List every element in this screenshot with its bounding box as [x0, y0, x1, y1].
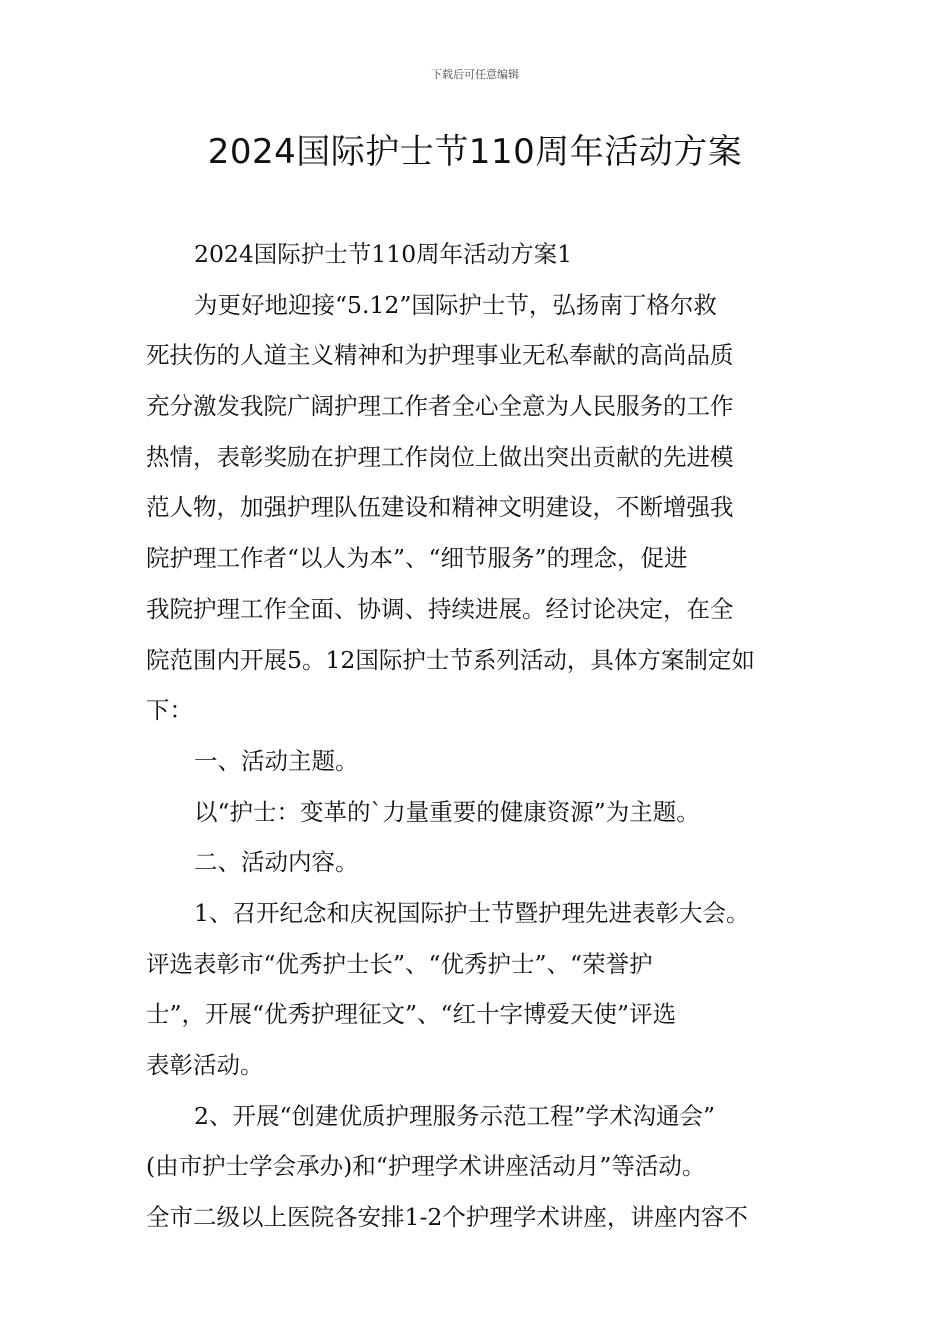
paragraph-line: 全市二级以上医院各安排1-2个护理学术讲座，讲座内容不	[146, 1203, 748, 1232]
paragraph-line: 死扶伤的人道主义精神和为护理事业无私奉献的高尚品质	[146, 341, 734, 370]
paragraph-line: 为更好地迎接“5.12”国际护士节，弘扬南丁格尔救	[194, 290, 717, 319]
paragraph-line: 我院护理工作全面、协调、持续进展。经讨论决定，在全	[146, 594, 734, 623]
section-heading: 一、活动主题。	[194, 746, 359, 775]
paragraph-line: 表彰活动。	[146, 1051, 264, 1079]
paragraph-line: (由市护士学会承办)和“护理学术讲座活动月”等活动。	[146, 1152, 706, 1181]
paragraph-line: 范人物，加强护理队伍建设和精神文明建设，不断增强我	[146, 493, 734, 522]
document-title: 2024国际护士节110周年活动方案	[207, 132, 743, 172]
section-heading: 二、活动内容。	[194, 848, 359, 877]
document-body	[146, 229, 806, 1243]
header-note: 下载后可任意编辑	[431, 68, 519, 81]
paragraph-line: 下：	[146, 696, 193, 725]
paragraph-line: 2、开展“创建优质护理服务示范工程”学术沟通会”	[194, 1101, 715, 1130]
paragraph-line: 热情，表彰奖励在护理工作岗位上做出突出贡献的先进模	[146, 442, 734, 471]
paragraph-line: 评选表彰市“优秀护士长”、“优秀护士”、“荣誉护	[146, 949, 653, 978]
paragraph-line: 1、召开纪念和庆祝国际护士节暨护理先进表彰大会。	[194, 898, 750, 927]
paragraph-line: 充分激发我院广阔护理工作者全心全意为人民服务的工作	[146, 392, 734, 421]
paragraph-line: 以“护士：变革的`力量重要的健康资源”为主题。	[194, 797, 700, 826]
paragraph-line: 院护理工作者“以人为本”、“细节服务”的理念，促进	[146, 544, 688, 573]
paragraph-line: 院范围内开展5。12国际护士节系列活动，具体方案制定如	[146, 645, 755, 674]
section-heading: 2024国际护士节110周年活动方案1	[194, 240, 573, 268]
paragraph-line: 士”，开展“优秀护理征文”、“红十字博爱天使”评选	[146, 1000, 677, 1029]
